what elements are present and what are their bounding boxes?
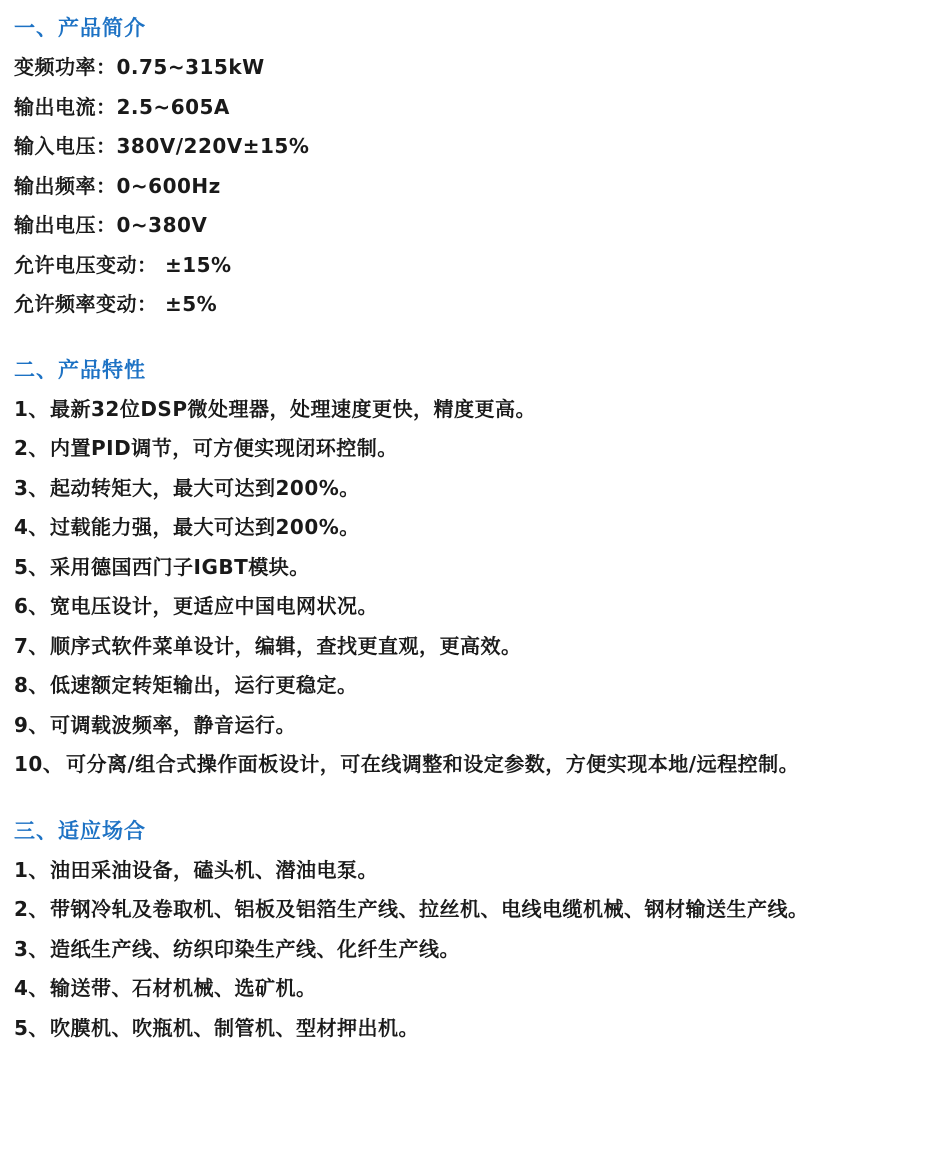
item-text: 内置PID调节，可方便实现闭环控制。 xyxy=(50,436,398,460)
product-description-page xyxy=(14,8,914,1048)
item-text: 顺序式软件菜单设计，编辑，查找更直观，更高效。 xyxy=(50,633,522,658)
item-number: 4、 xyxy=(14,515,49,539)
spec-item xyxy=(14,88,914,128)
item-number: 2、 xyxy=(14,897,49,921)
list-item xyxy=(14,390,914,430)
spec-separator: ： xyxy=(96,173,117,198)
spec-value: 0~600Hz xyxy=(116,173,221,198)
list-item xyxy=(14,890,914,930)
item-text: 输送带、石材机械、选矿机。 xyxy=(50,976,317,1000)
spec-label: 输入电压 xyxy=(14,134,96,158)
item-text: 过载能力强，最大可达到200%。 xyxy=(50,515,360,539)
spec-label: 允许电压变动 xyxy=(14,252,137,277)
section-title-applications: 三、适应场合 xyxy=(14,818,146,843)
section-spacer xyxy=(14,785,914,811)
item-number: 2、 xyxy=(14,436,49,460)
item-text: 最新32位DSP微处理器，处理速度更快，精度更高。 xyxy=(50,396,536,421)
spec-value: 2.5~605A xyxy=(116,94,230,119)
item-number: 8、 xyxy=(14,673,49,697)
spec-label: 变频功率 xyxy=(14,55,96,79)
application-list xyxy=(14,851,914,1049)
spec-value: 0.75~315kW xyxy=(116,55,265,79)
spec-separator: ： xyxy=(137,292,165,316)
spec-label: 允许频率变动 xyxy=(14,292,137,316)
item-number: 5、 xyxy=(14,554,49,579)
list-item xyxy=(14,587,914,627)
list-item xyxy=(14,627,914,667)
item-text: 造纸生产线、纺织印染生产线、化纤生产线。 xyxy=(50,936,460,961)
list-item xyxy=(14,429,914,469)
item-number: 10、 xyxy=(14,752,64,776)
item-number: 1、 xyxy=(14,857,49,882)
list-item xyxy=(14,469,914,509)
item-text: 采用德国西门子IGBT模块。 xyxy=(50,554,310,579)
item-text: 宽电压设计，更适应中国电网状况。 xyxy=(50,594,378,618)
list-item xyxy=(14,508,914,548)
section-spacer xyxy=(14,325,914,350)
spec-item xyxy=(14,246,914,286)
feature-list xyxy=(14,390,914,785)
spec-separator: ： xyxy=(96,55,117,79)
item-text: 可分离/组合式操作面板设计，可在线调整和设定参数，方便实现本地/远程控制。 xyxy=(66,752,800,776)
spec-separator: ： xyxy=(137,252,165,277)
spec-item xyxy=(14,48,914,88)
item-number: 1、 xyxy=(14,396,49,421)
item-text: 带钢冷轧及卷取机、铝板及铝箔生产线、拉丝机、电线电缆机械、钢材输送生产线。 xyxy=(50,897,809,921)
spec-item xyxy=(14,167,914,207)
item-number: 3、 xyxy=(14,936,49,961)
spec-list xyxy=(14,48,914,325)
item-text: 可调载波频率，静音运行。 xyxy=(50,712,296,737)
section-title-product-intro: 一、产品简介 xyxy=(14,16,146,40)
item-number: 5、 xyxy=(14,1015,49,1040)
spec-label: 输出频率 xyxy=(14,173,96,198)
item-number: 6、 xyxy=(14,594,49,618)
spec-value: 0~380V xyxy=(116,213,208,237)
spec-separator: ： xyxy=(96,94,117,119)
spec-label: 输出电流 xyxy=(14,94,96,119)
list-item xyxy=(14,666,914,706)
list-item xyxy=(14,930,914,970)
spec-label: 输出电压 xyxy=(14,213,96,237)
spec-item xyxy=(14,285,914,325)
list-item xyxy=(14,745,914,785)
spec-value: ±5% xyxy=(164,292,218,316)
item-text: 低速额定转矩输出，运行更稳定。 xyxy=(50,673,358,697)
spec-value: ±15% xyxy=(164,252,232,277)
list-item xyxy=(14,969,914,1009)
item-number: 7、 xyxy=(14,633,49,658)
list-item xyxy=(14,706,914,746)
list-item xyxy=(14,548,914,588)
spec-value: 380V/220V±15% xyxy=(116,134,310,158)
list-item xyxy=(14,851,914,891)
spec-separator: ： xyxy=(96,134,117,158)
spec-item xyxy=(14,206,914,246)
section-title-product-features: 二、产品特性 xyxy=(14,357,146,382)
item-text: 吹膜机、吹瓶机、制管机、型材押出机。 xyxy=(50,1015,419,1040)
item-text: 油田采油设备，磕头机、潜油电泵。 xyxy=(50,857,378,882)
item-number: 9、 xyxy=(14,712,49,737)
item-number: 4、 xyxy=(14,976,49,1000)
spec-item xyxy=(14,127,914,167)
list-item xyxy=(14,1009,914,1049)
item-text: 起动转矩大，最大可达到200%。 xyxy=(50,475,360,500)
spec-separator: ： xyxy=(96,213,117,237)
item-number: 3、 xyxy=(14,475,49,500)
